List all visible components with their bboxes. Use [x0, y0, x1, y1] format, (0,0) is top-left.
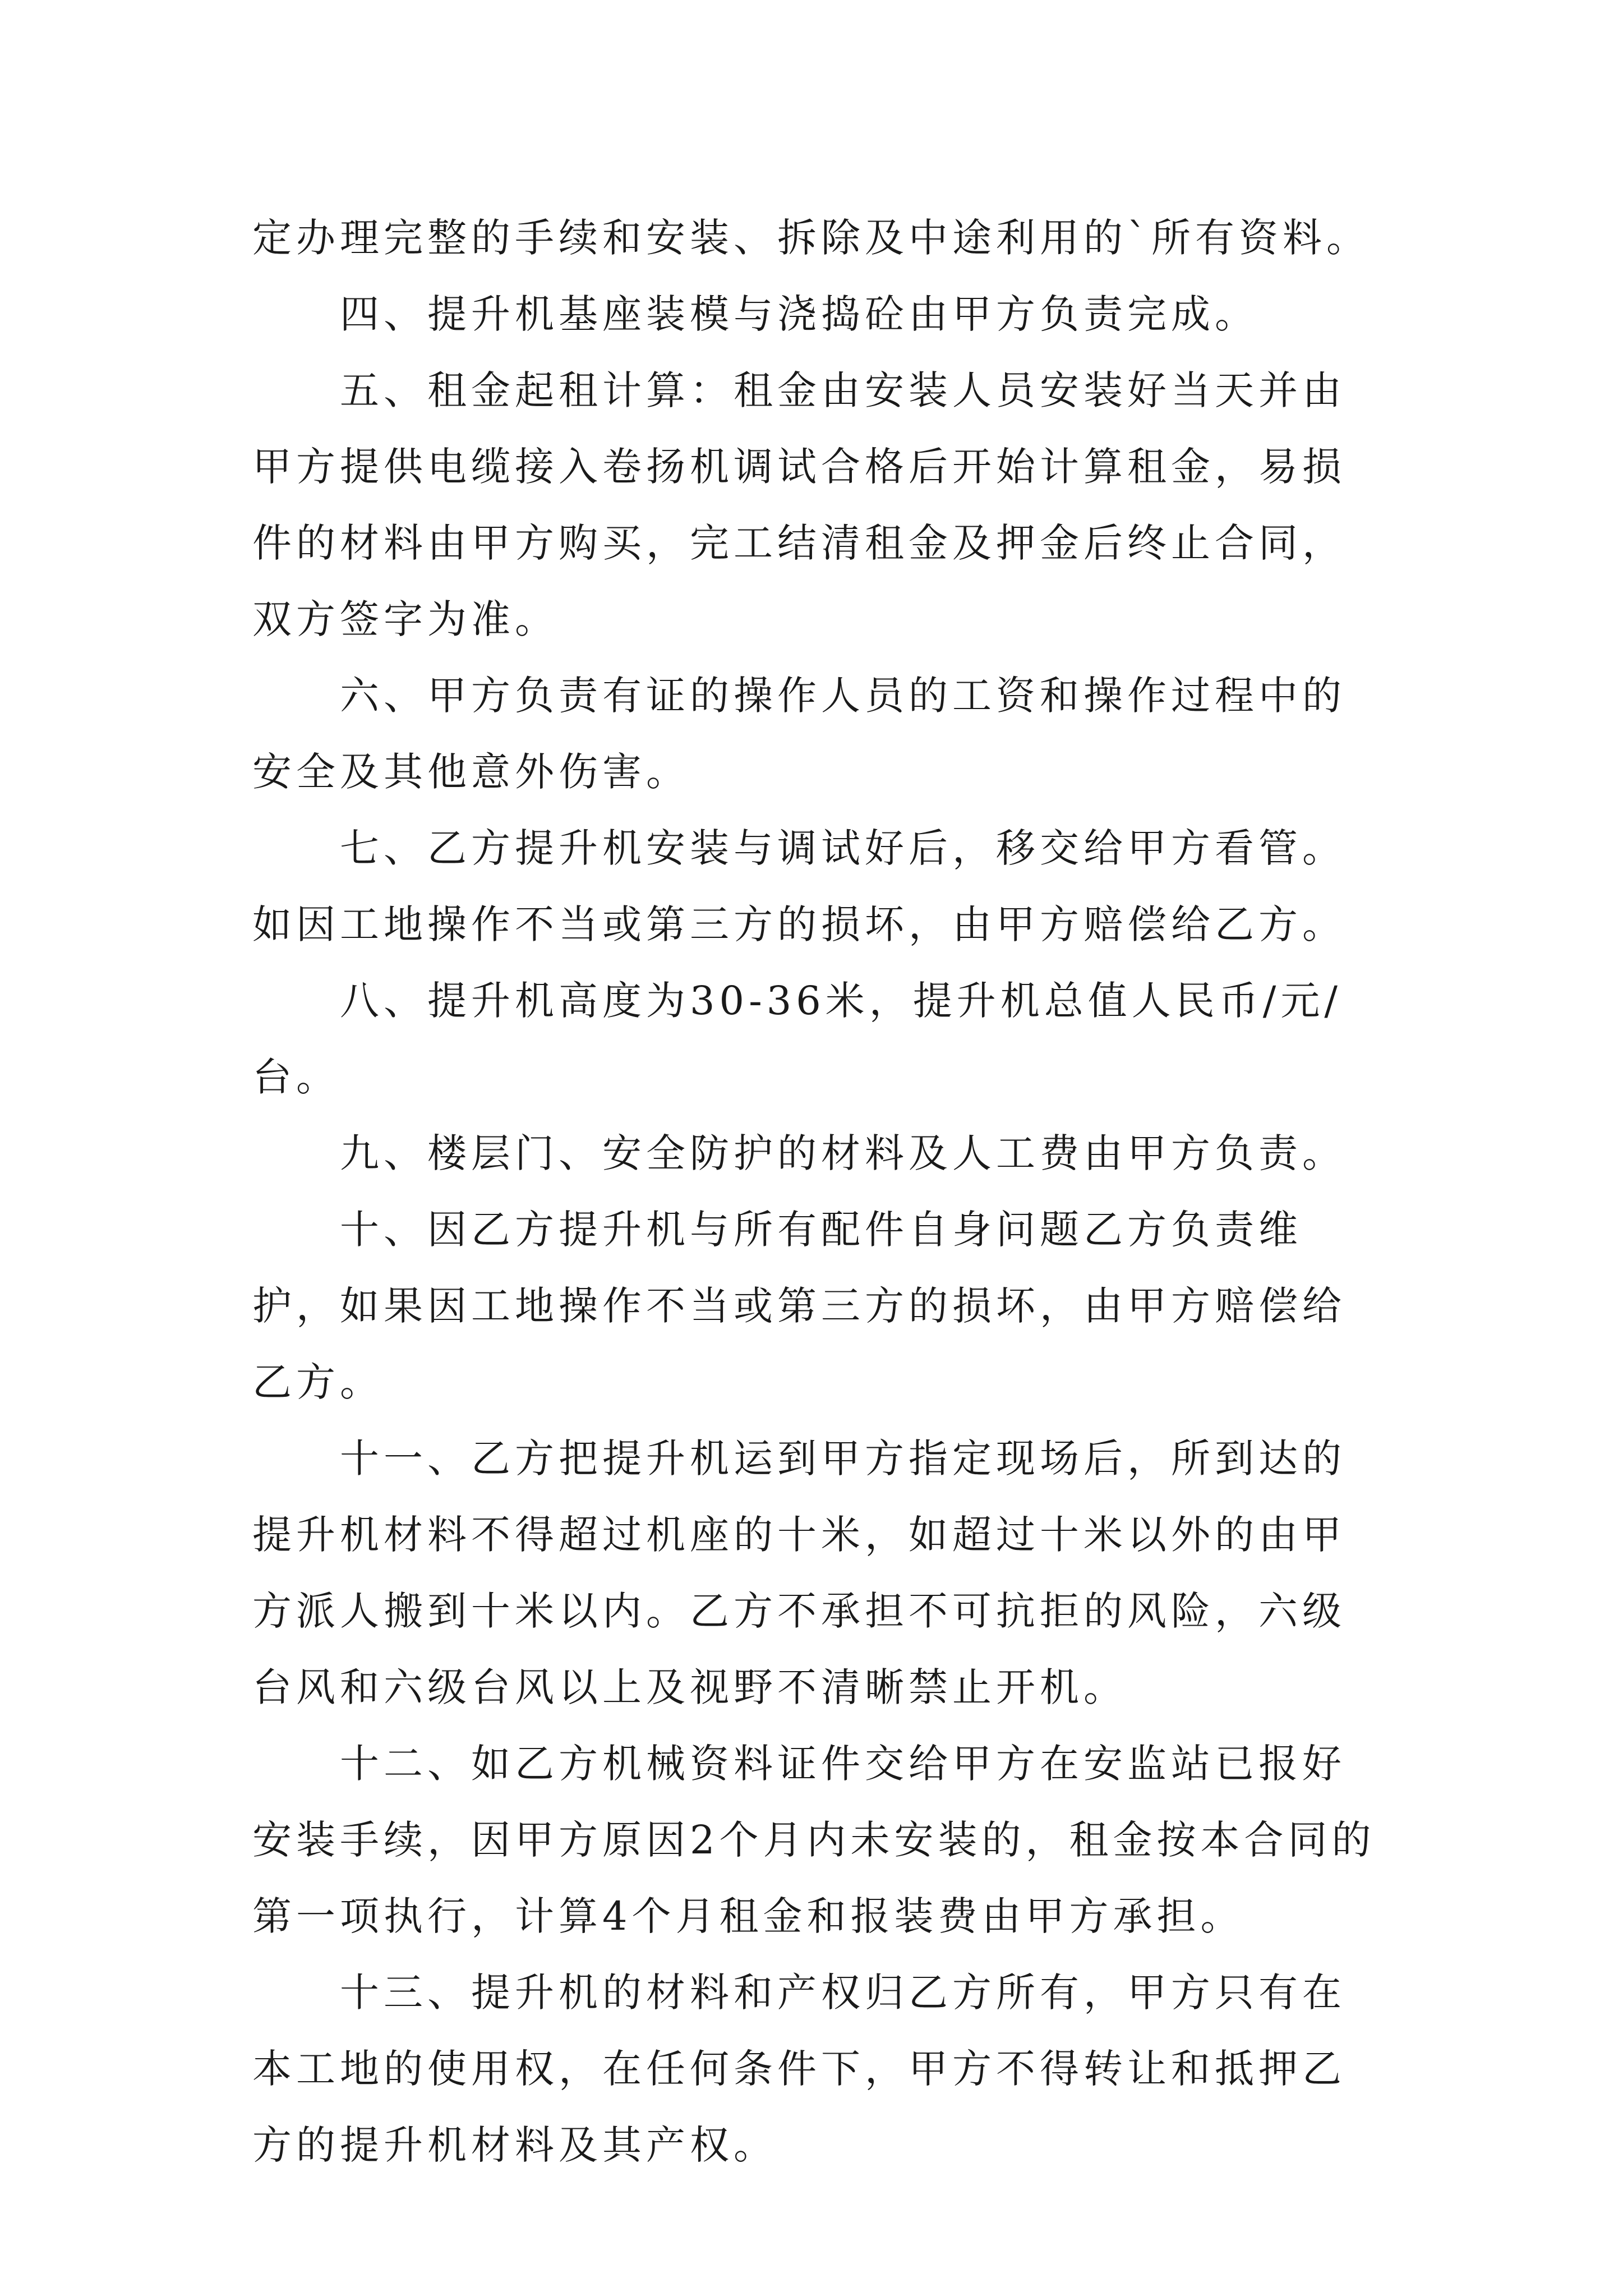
paragraph-clause-6: 六、甲方负责有证的操作人员的工资和操作过程中的安全及其他意外伤害。	[252, 673, 1346, 795]
paragraph-clause-5: 五、租金起租计算：租金由安装人员安装好当天并由甲方提供电缆接入卷扬机调试合格后开始计算租金，易损件的材料由甲方购买，完工结清租金及押金后终止合同，双方签字为准。	[252, 367, 1346, 642]
document-body	[252, 200, 1385, 2183]
paragraph-clause-12: 十二、如乙方机械资料证件交给甲方在安监站已报好安装手续，因甲方原因2个月内未安装的，租金按本合同的第一项执行，计算4个月租金和报装费由甲方承担。	[252, 1741, 1376, 1939]
paragraph-continuation: 定办理完整的手续和安装、拆除及中途利用的`所有资料。	[252, 215, 1370, 261]
paragraph-clause-13: 十三、提升机的材料和产权归乙方所有，甲方只有在本工地的使用权，在任何条件下，甲方不得转让和抵押乙方的提升机材料及其产权。	[252, 1970, 1346, 2168]
paragraph-clause-11: 十一、乙方把提升机运到甲方指定现场后，所到达的提升机材料不得超过机座的十米，如超过十米以外的由甲方派人搬到十米以内。乙方不承担不可抗拒的风险，六级台风和六级台风以上及视野不清晰禁止开机。	[252, 1435, 1346, 1710]
paragraph-clause-8: 八、提升机高度为30-36米，提升机总值人民币/元/台。	[252, 978, 1342, 1100]
paragraph-clause-4: 四、提升机基座装模与浇捣砼由甲方负责完成。	[340, 291, 1258, 337]
paragraph-clause-7: 七、乙方提升机安装与调试好后，移交给甲方看管。如因工地操作不当或第三方的损坏，由甲方赔偿给乙方。	[252, 825, 1346, 947]
paragraph-clause-10: 十、因乙方提升机与所有配件自身问题乙方负责维护，如果因工地操作不当或第三方的损坏，由甲方赔偿给乙方。	[252, 1207, 1346, 1405]
paragraph-clause-9: 九、楼层门、安全防护的材料及人工费由甲方负责。	[340, 1130, 1346, 1176]
